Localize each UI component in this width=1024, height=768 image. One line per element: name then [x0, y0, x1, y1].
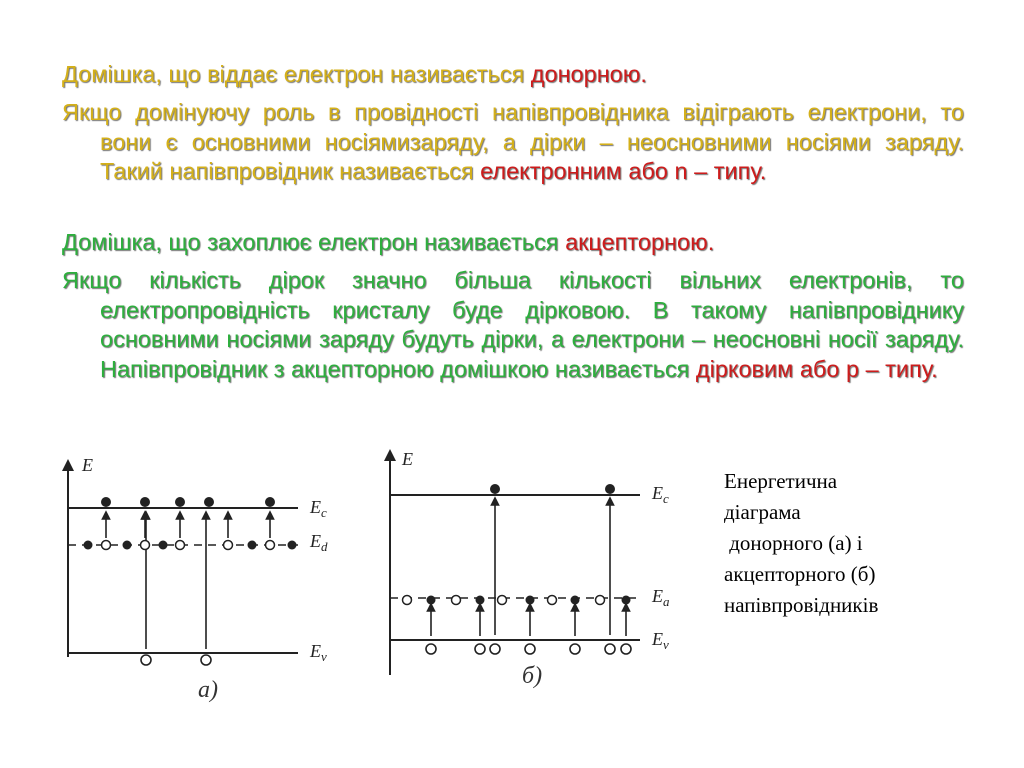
panel-a-valence-holes	[141, 655, 211, 665]
panel-a-axis-label: E	[82, 455, 93, 475]
paragraph-donor-definition	[62, 60, 964, 90]
panel-a-level-ed: $E_d$	[310, 531, 328, 554]
caption-line: діаграма	[724, 500, 801, 524]
panel-b-sublabel: б)	[522, 663, 543, 689]
panel-a-donor	[68, 455, 328, 703]
caption-line: Енергетична	[724, 469, 838, 493]
panel-b-conduction-electrons	[490, 484, 615, 494]
panel-b-valence-holes	[426, 644, 631, 654]
caption-line: донорного (а) і	[724, 531, 863, 555]
panel-b-level-ev: $E_v$	[652, 629, 669, 652]
paragraph-text: Якщо домінуючу роль в провідності напівпровідника відіграють електрони, то вони є основними носіямизаряду, а дірки – неосновними носіями заряду. Такий напівпровідник називається	[62, 99, 964, 184]
paragraph-acceptor-definition	[62, 228, 964, 258]
paragraph-n-type	[62, 98, 964, 187]
panel-a-intrinsic-transitions	[146, 515, 206, 649]
highlight-p-type: дірковим або р – типу.	[695, 355, 938, 382]
panel-b-intrinsic-transitions	[495, 501, 610, 635]
caption-line: акцепторного (б)	[724, 562, 876, 586]
paragraph-p-type	[62, 266, 964, 384]
paragraph-text: Домішка, що захоплює електрон називається	[62, 229, 566, 255]
panel-a-conduction-electrons	[101, 497, 275, 507]
paragraph-text: Якщо кількість дірок значно більша кількості вільних електронів, то електропровідність кристалу буде дірковою. В такому напівпровіднику основними носіями заряду будуть дірки, а електрони – неосновні носії заряду. Напівпровідник з акцепторною домішкою називається	[62, 267, 964, 382]
highlight-n-type: електронним або n – типу.	[480, 158, 767, 184]
panel-b-level-ea: $E_a$	[652, 586, 670, 609]
panel-b-axis-label: E	[402, 449, 413, 469]
panel-a-sublabel: а)	[198, 677, 218, 703]
panel-b-acceptor-ions	[403, 596, 631, 605]
highlight-donor: донорною.	[530, 61, 647, 87]
panel-b-level-ec: $E_c$	[652, 483, 669, 506]
caption-line: напівпровідників	[724, 593, 879, 617]
energy-diagram	[30, 435, 695, 735]
panel-a-level-ev: $E_v$	[310, 641, 327, 664]
paragraph-text: Домішка, що віддає електрон називається	[62, 61, 531, 87]
panel-b-acceptor	[390, 449, 670, 689]
panel-a-level-ec: $E_c$	[310, 497, 327, 520]
panel-b-acceptor-transitions	[431, 607, 626, 636]
diagram-caption	[724, 466, 984, 621]
highlight-acceptor: акцепторною.	[565, 229, 715, 255]
panel-a-donor-transitions	[106, 515, 270, 538]
